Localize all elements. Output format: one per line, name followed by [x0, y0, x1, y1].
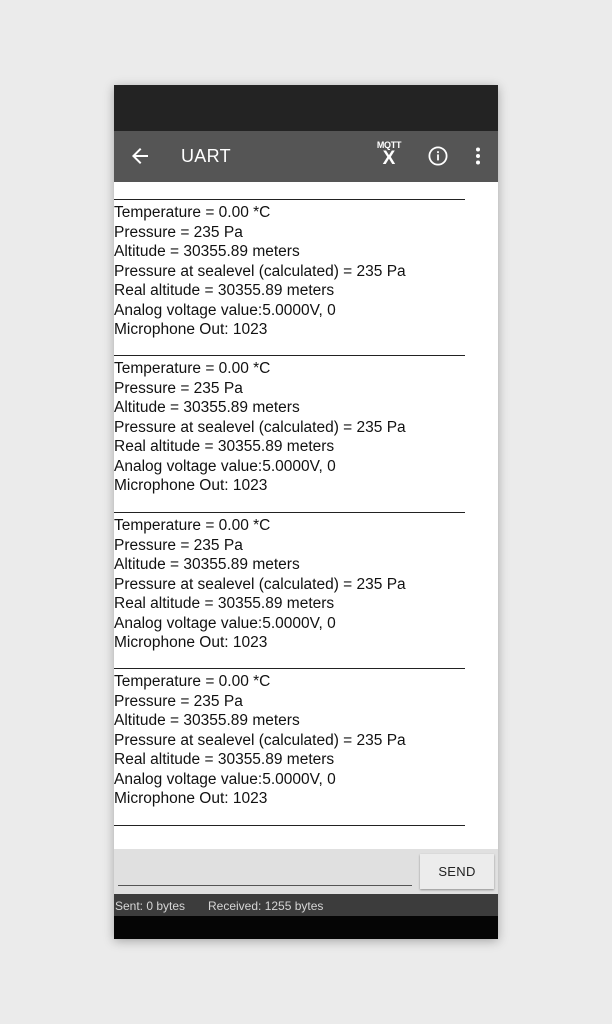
- send-button[interactable]: SEND: [420, 854, 494, 889]
- log-line: Pressure = 235 Pa: [114, 379, 243, 397]
- log-line: Microphone Out: 1023: [114, 634, 268, 651]
- info-icon[interactable]: [426, 144, 450, 168]
- page-title: UART: [181, 146, 231, 166]
- log-line: Analog voltage value:5.0000V, 0: [114, 457, 336, 475]
- record-divider: [114, 825, 465, 826]
- mqtt-status-icon[interactable]: [374, 140, 404, 174]
- record-divider: [114, 668, 465, 669]
- log-line: Real altitude = 30355.89 meters: [114, 282, 335, 299]
- message-input[interactable]: [118, 857, 412, 886]
- log-line: Microphone Out: 1023: [114, 477, 268, 494]
- log-line: Real altitude = 30355.89 meters: [114, 438, 335, 455]
- received-bytes: Received: 1255 bytes: [208, 899, 324, 913]
- log-line: Pressure at sealevel (calculated) = 235 Pa: [114, 575, 406, 593]
- uart-log[interactable]: [114, 182, 498, 849]
- log-line: Microphone Out: 1023: [114, 321, 268, 338]
- record-divider: [114, 512, 465, 513]
- phone-screen: [114, 85, 498, 939]
- log-line: Temperature = 0.00 *C: [114, 673, 271, 690]
- log-line: Temperature = 0.00 *C: [114, 204, 271, 221]
- record-divider: [114, 199, 465, 200]
- log-line: Analog voltage value:5.0000V, 0: [114, 614, 336, 632]
- log-line: Pressure at sealevel (calculated) = 235 Pa: [114, 731, 406, 749]
- log-line: Temperature = 0.00 *C: [114, 360, 271, 377]
- log-line: Altitude = 30355.89 meters: [114, 399, 300, 416]
- log-line: Altitude = 30355.89 meters: [114, 243, 300, 260]
- log-line: Analog voltage value:5.0000V, 0: [114, 301, 336, 319]
- message-input-bar: [114, 849, 498, 894]
- log-line: Pressure = 235 Pa: [114, 692, 243, 710]
- navigation-bar: [114, 916, 498, 939]
- log-line: Temperature = 0.00 *C: [114, 517, 271, 534]
- byte-stats-bar: [114, 894, 498, 916]
- mqtt-disconnected-mark: X: [382, 148, 396, 169]
- app-bar: [114, 131, 498, 182]
- log-line: Pressure = 235 Pa: [114, 536, 243, 554]
- log-line: Microphone Out: 1023: [114, 790, 268, 807]
- arrow-back-icon[interactable]: [128, 144, 152, 168]
- log-line: Pressure at sealevel (calculated) = 235 Pa: [114, 418, 406, 436]
- log-line: Pressure = 235 Pa: [114, 223, 243, 241]
- log-line: Analog voltage value:5.0000V, 0: [114, 770, 336, 788]
- log-line: Real altitude = 30355.89 meters: [114, 595, 335, 612]
- mqtt-label: MQTT: [376, 140, 402, 150]
- log-line: Pressure at sealevel (calculated) = 235 Pa: [114, 262, 406, 280]
- log-line: Altitude = 30355.89 meters: [114, 556, 300, 573]
- log-line: Real altitude = 30355.89 meters: [114, 751, 335, 768]
- sent-bytes: Sent: 0 bytes: [115, 899, 186, 913]
- record-divider: [114, 355, 465, 356]
- status-bar: [114, 85, 498, 131]
- more-vert-icon[interactable]: [466, 144, 490, 168]
- log-line: Altitude = 30355.89 meters: [114, 712, 300, 729]
